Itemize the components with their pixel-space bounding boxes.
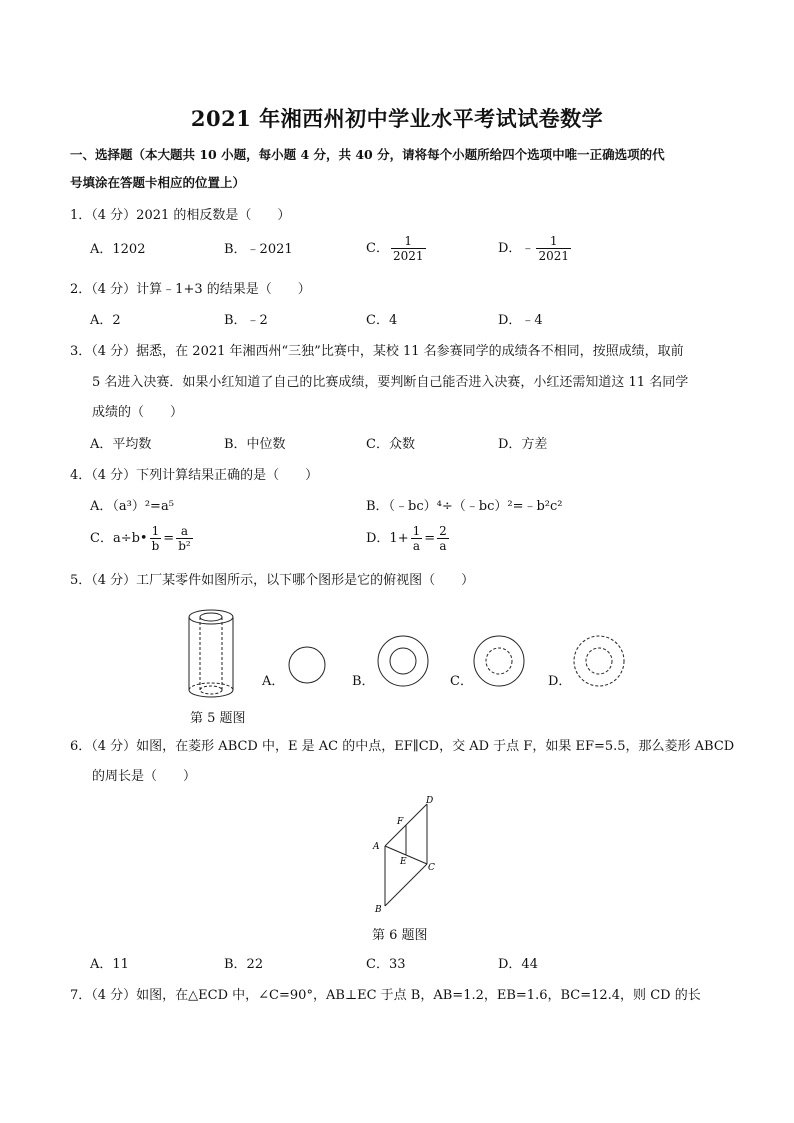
q3-option-b: B．中位数	[224, 437, 286, 452]
question-6-line1: 6．（4 分）如图，在菱形 ABCD 中，E 是 AC 的中点，EF∥CD，交 AD 于点 F，如果 EF=5.5，那么菱形 ABCD	[70, 739, 735, 754]
rhombus-figure	[370, 794, 440, 916]
q2-option-b: B．﹣2	[224, 313, 268, 328]
q3-option-c: C．众数	[366, 437, 415, 452]
q6-option-c: C．33	[366, 957, 406, 972]
rhombus-label-a: A	[373, 842, 380, 852]
q1-option-b: B．﹣2021	[224, 242, 293, 257]
q5-option-a-circle-figure	[286, 644, 328, 686]
q4-c-fraction-1: $\frac{1}{b}$	[151, 524, 160, 553]
page-title: 2021 年湘西州初中学业水平考试试卷数学	[190, 106, 604, 131]
cylinder-tube-figure	[183, 606, 239, 702]
rhombus-label-d: D	[426, 796, 434, 806]
rhombus-label-f: F	[397, 817, 404, 827]
q6-option-b: B．22	[224, 957, 264, 972]
q5-option-c-label: C．	[450, 674, 473, 689]
rhombus-label-e: E	[400, 857, 407, 867]
question-3-line1: 3．（4 分）据悉，在 2021 年湘西州“三独”比赛中，某校 11 名参赛同学的成绩各不相同，按照成绩，取前	[70, 344, 684, 359]
rhombus-label-b: B	[375, 905, 382, 915]
q5-option-d-dashed-ring-figure	[572, 634, 626, 688]
question-1-stem: 1．（4 分）2021 的相反数是（ ）	[70, 208, 291, 223]
q5-option-d-label: D．	[548, 674, 572, 689]
section-heading-line2: 号填涂在答题卡相应的位置上）	[70, 175, 246, 190]
section-heading-line1: 一、选择题（本大题共 10 小题，每小题 4 分，共 40 分，请将每个小题所给四个选项中唯一正确选项的代	[70, 147, 665, 162]
question-5-stem: 5．（4 分）工厂某零件如图所示，以下哪个图形是它的俯视图（ ）	[70, 573, 475, 588]
q4-d-fraction-2: $\frac{2}{a}$	[439, 524, 447, 553]
q1-d-fraction: $\frac{1}{2021}$	[538, 234, 569, 263]
q4-option-b: B．（﹣bc）⁴÷（﹣bc）²=﹣b²c²	[366, 499, 563, 514]
q5-option-a-label: A．	[262, 674, 285, 689]
q4-option-d: D．1+ $\frac{1}{a}$ = $\frac{2}{a}$	[366, 524, 447, 553]
q3-option-d: D．方差	[498, 437, 548, 452]
q4-d-fraction-1: $\frac{1}{a}$	[412, 524, 421, 553]
rhombus-label-c: C	[428, 863, 435, 873]
q6-option-a: A．11	[90, 957, 129, 972]
q1-option-c: C． $\frac{1}{2021}$	[366, 234, 424, 263]
question-7-line1: 7．（4 分）如图，在△ECD 中，∠C=90°，AB⊥EC 于点 B，AB=1.2，EB=1.6，BC=12.4，则 CD 的长	[70, 988, 701, 1003]
q1-c-fraction: $\frac{1}{2021}$	[392, 234, 424, 263]
q4-option-c: C．a÷b• $\frac{1}{b}$ = $\frac{a}{\text{b²}}$	[90, 524, 191, 553]
q5-option-c-ring-dashed-inner-figure	[472, 634, 526, 688]
q1-option-a: A．1202	[90, 242, 146, 257]
q5-figure-caption: 第 5 题图	[190, 711, 246, 726]
q4-option-a: A．（a³）²=a⁵	[90, 499, 174, 514]
q3-option-a: A．平均数	[90, 437, 152, 452]
question-6-line2: 的周长是（ ）	[92, 769, 197, 784]
q4-c-fraction-2: $\frac{a}{\text{b²}}$	[178, 524, 191, 553]
q5-option-b-ring-figure	[376, 634, 430, 688]
q2-option-d: D．﹣4	[498, 313, 543, 328]
q2-option-c: C．4	[366, 313, 398, 328]
question-3-line3: 成绩的（ ）	[92, 405, 184, 420]
question-4-stem: 4．（4 分）下列计算结果正确的是（ ）	[70, 468, 319, 483]
q6-option-d: D．44	[498, 957, 538, 972]
q5-option-b-label: B．	[352, 674, 375, 689]
question-2-stem: 2．（4 分）计算﹣1+3 的结果是（ ）	[70, 282, 311, 297]
q6-figure-caption: 第 6 题图	[372, 928, 428, 943]
question-3-line2: 5 名进入决赛．如果小红知道了自己的比赛成绩，要判断自己能否进入决赛，小红还需知道这 11 名同学	[92, 375, 689, 390]
q2-option-a: A．2	[90, 313, 121, 328]
q1-option-d: D．﹣ $\frac{1}{2021}$	[498, 234, 569, 263]
